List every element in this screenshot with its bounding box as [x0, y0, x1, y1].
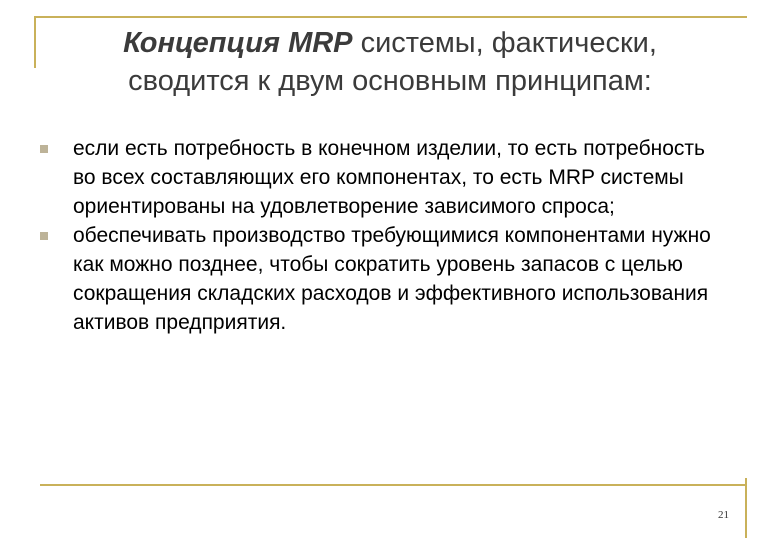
slide-title [60, 24, 720, 100]
frame-left-line [34, 16, 36, 68]
bullet-item [40, 221, 720, 337]
bullet-list [40, 134, 720, 337]
title-line1-rest: системы, фактически, [352, 27, 657, 59]
frame-bottom-line [40, 484, 747, 486]
frame-right-line [745, 478, 747, 538]
square-bullet-icon [40, 145, 48, 153]
bullet-text: обеспечивать производство требующимися компонентами нужно как можно позднее, чтобы сократить уровень запасов с целью сокращения складских расходов и эффективного использования активов предприятия. [73, 224, 711, 334]
title-line2: сводится к двум основным принципам: [128, 65, 652, 97]
title-emphasis: Концепция MRP [123, 27, 353, 59]
bullet-item [40, 134, 720, 221]
frame-top-line [34, 16, 747, 18]
page-number: 21 [718, 509, 729, 521]
bullet-text: если есть потребность в конечном изделии, то есть потребность во всех составляющих его компонентах, то есть MRP системы ориентированы на удовлетворение зависимого спроса; [73, 137, 705, 218]
square-bullet-icon [40, 232, 48, 240]
